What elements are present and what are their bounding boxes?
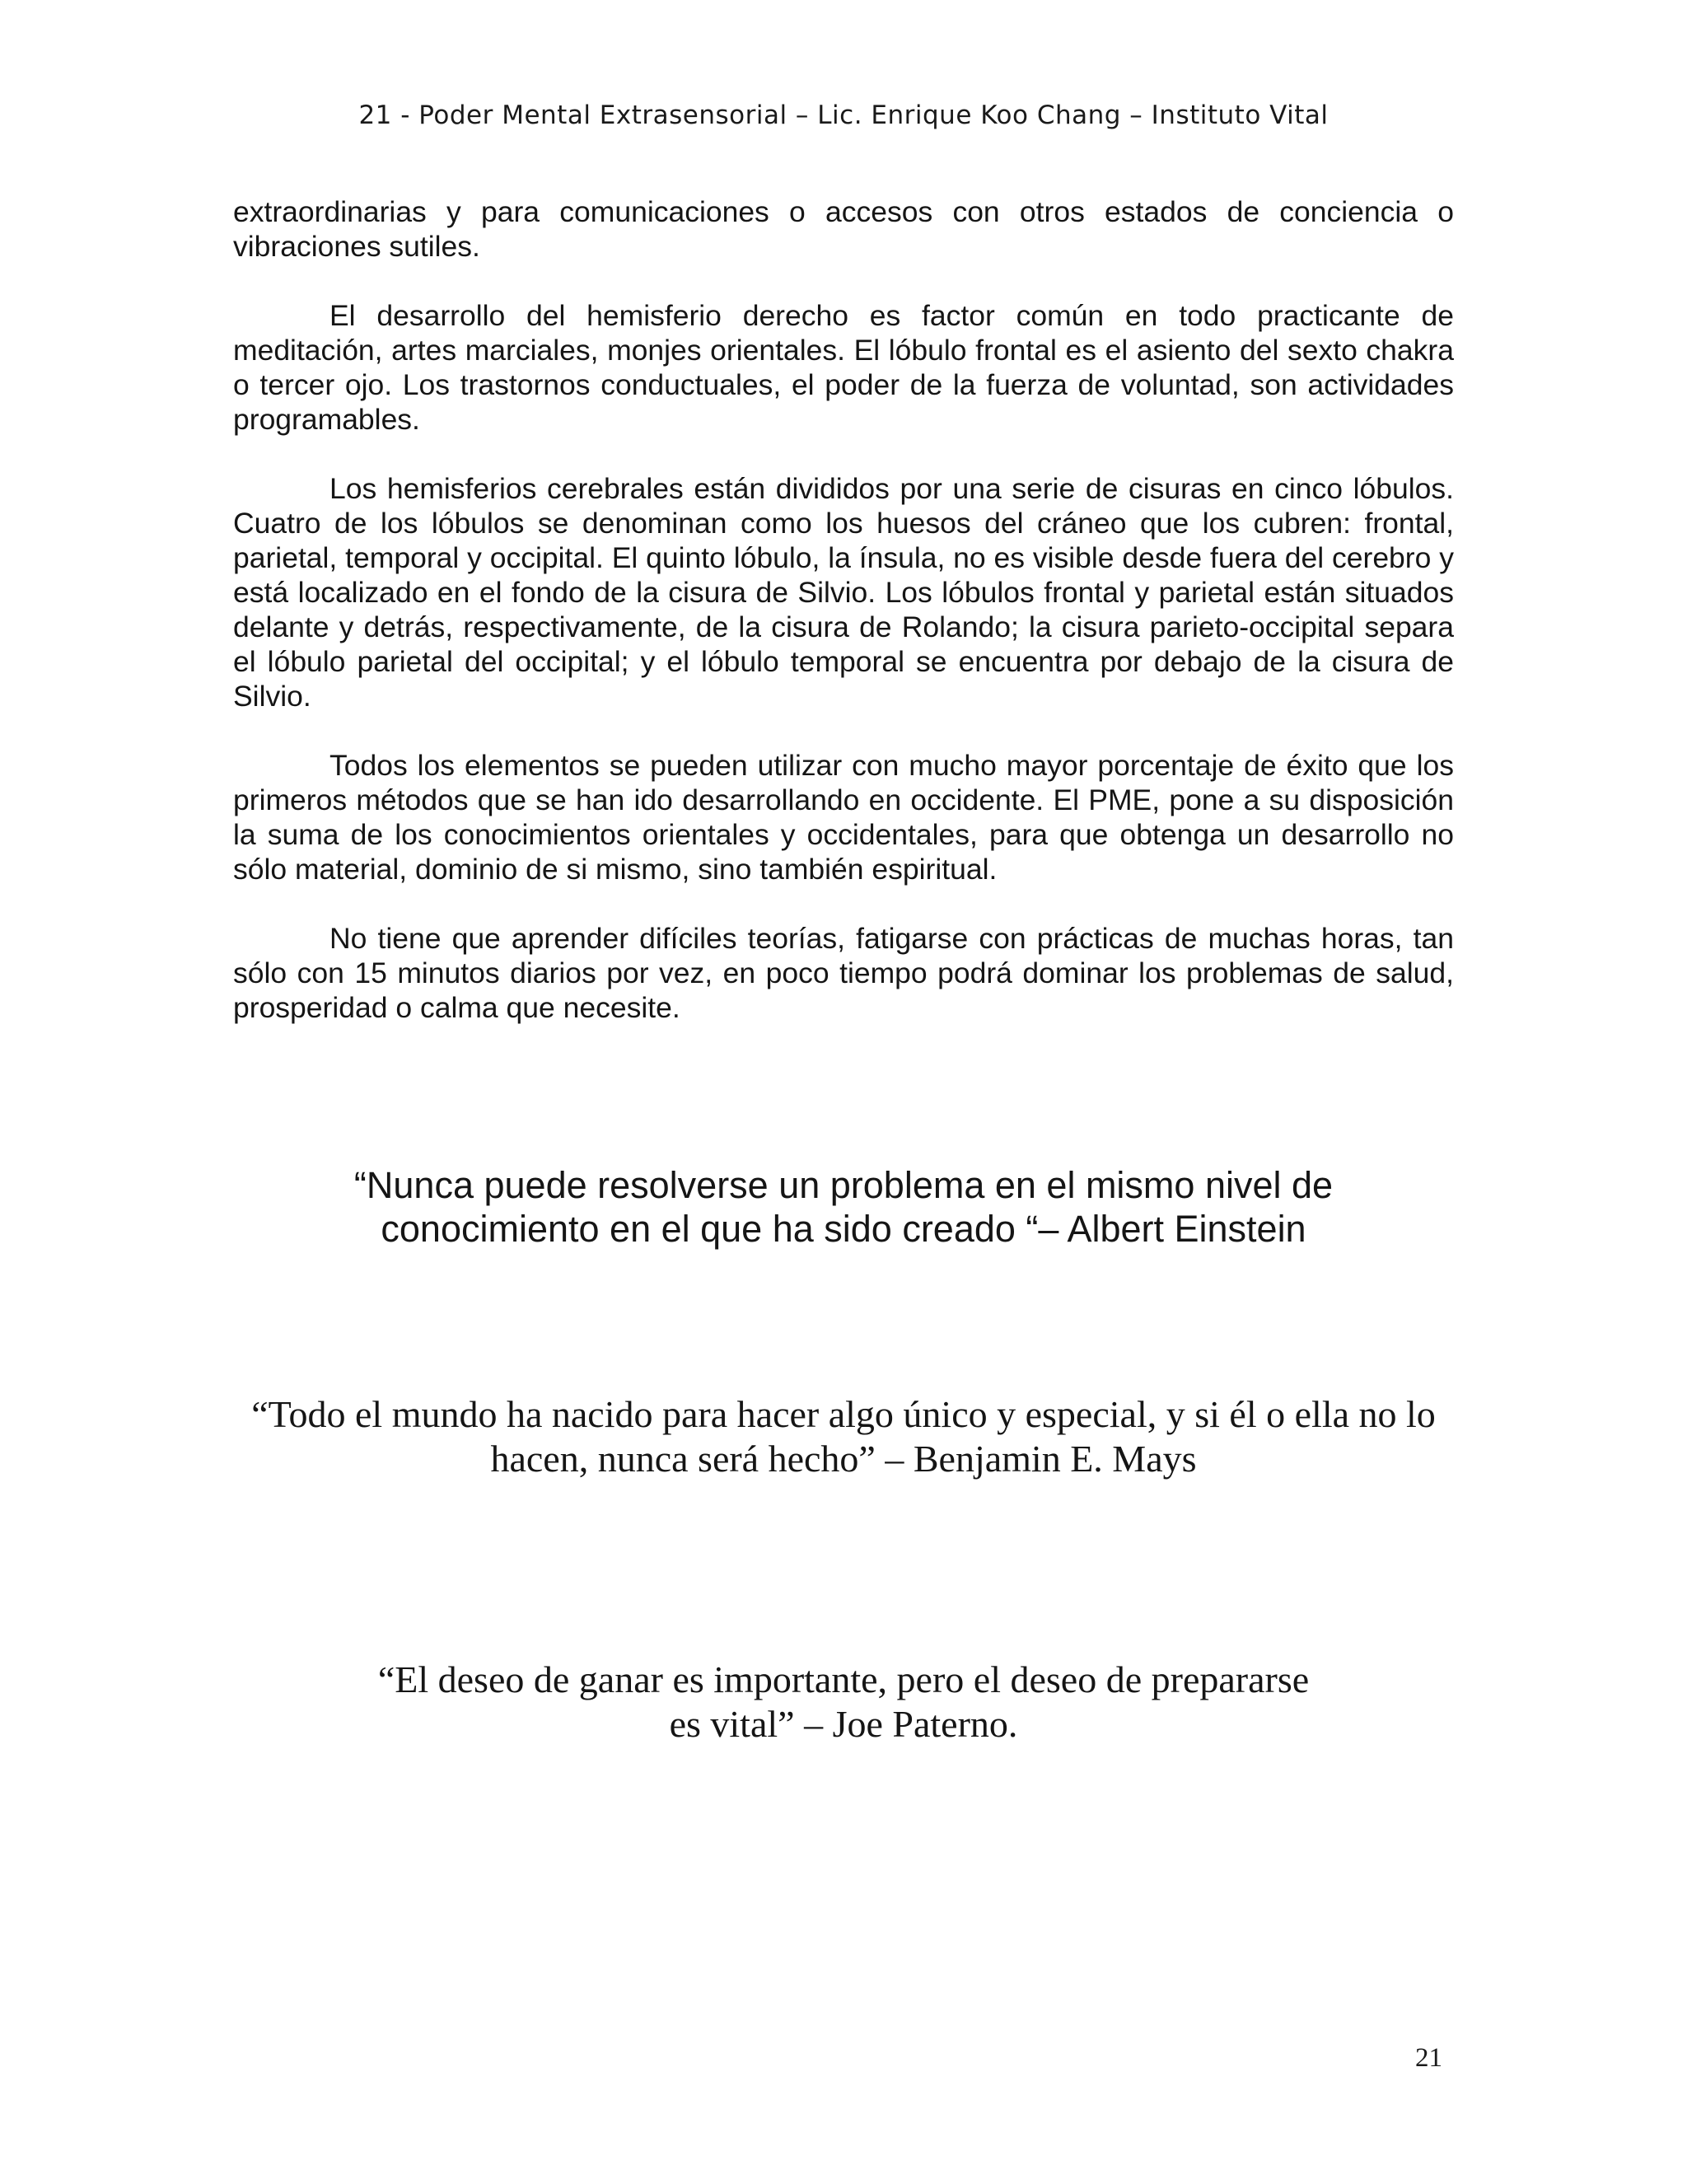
quote-mays-line-1: “Todo el mundo ha nacido para hacer algo único y especial, y si él o ella no lo — [251, 1393, 1436, 1435]
running-header: 21 - Poder Mental Extrasensorial – Lic. Enrique Koo Chang – Instituto Vital — [358, 101, 1329, 130]
quote-mays — [206, 1392, 1481, 1481]
paragraph-hemisferio-derecho: El desarrollo del hemisferio derecho es factor común en todo practicante de meditación, artes marciales, monjes orientales. El lóbulo frontal es el asiento del sexto chakra o tercer ojo. Los trastornos conductuales, el poder de la fuerza de voluntad, son actividades programables. — [233, 299, 1454, 436]
quote-paterno — [206, 1658, 1481, 1747]
paragraph-continuation: extraordinarias y para comunicaciones o accesos con otros estados de conciencia o vibraciones sutiles. — [233, 195, 1454, 263]
paragraph-elementos: Todos los elementos se pueden utilizar con mucho mayor porcentaje de éxito que los primeros métodos que se han ido desarrollando en occidente. El PME, pone a su disposición la suma de los conocimientos orientales y occidentales, para que obtenga un desarrollo no sólo material, dominio de si mismo, sino también espiritual. — [233, 749, 1454, 886]
quote-einstein-line-1: “Nunca puede resolverse un problema en el mismo nivel de — [353, 1164, 1334, 1206]
quote-einstein-line-2: conocimiento en el que ha sido creado “– Albert Einstein — [381, 1208, 1306, 1250]
quote-paterno-line-2: es vital” – Joe Paterno. — [669, 1703, 1018, 1745]
page-number: 21 — [1415, 2043, 1442, 2073]
quote-einstein — [233, 1163, 1454, 1251]
body-text — [233, 194, 1454, 1059]
paragraph-practica: No tiene que aprender difíciles teorías, fatigarse con prácticas de muchas horas, tan sólo con 15 minutos diarios por vez, en poco tiempo podrá dominar los problemas de salud, prosperidad o calma que necesite. — [233, 922, 1454, 1024]
quote-mays-line-2: hacen, nunca será hecho” – Benjamin E. Mays — [490, 1438, 1197, 1480]
paragraph-lobulos: Los hemisferios cerebrales están divididos por una serie de cisuras en cinco lóbulos. Cuatro de los lóbulos se denominan como los huesos del cráneo que los cubren: frontal, parietal, temporal y occipital. El quinto lóbulo, la ínsula, no es visible desde fuera del cerebro y está localizado en el fondo de la cisura de Silvio. Los lóbulos frontal y parietal están situados delante y detrás, respectivamente, de la cisura de Rolando; la cisura parieto-occipital separa el lóbulo parietal del occipital; y el lóbulo temporal se encuentra por debajo de la cisura de Silvio. — [233, 472, 1454, 713]
quote-paterno-line-1: “El deseo de ganar es importante, pero el deseo de prepararse — [377, 1658, 1310, 1700]
